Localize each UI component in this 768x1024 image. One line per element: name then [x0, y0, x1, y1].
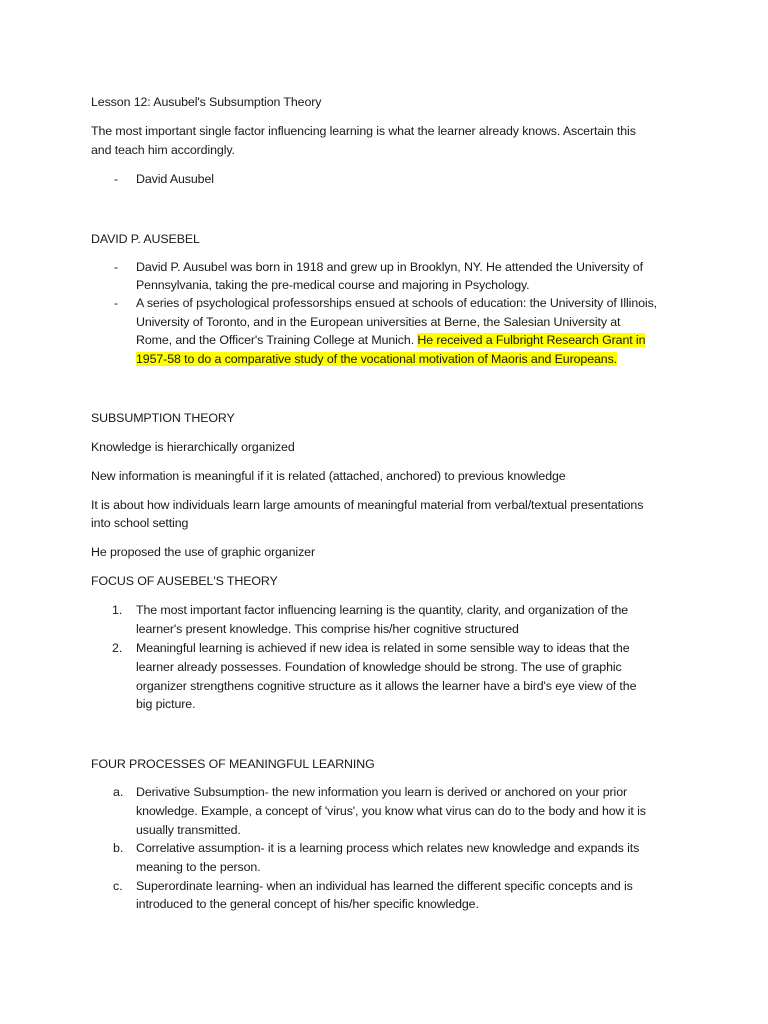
process-item-line: usually transmitted. — [136, 823, 241, 837]
focus-item-line: organizer strengthens cognitive structure as it allows the learner have a bird's eye view of the — [136, 679, 637, 693]
highlighted-text: 1957-58 to do a comparative study of the vocational motivation of Maoris and Europeans. — [136, 352, 618, 366]
list-letter: b. — [113, 841, 124, 855]
bio-item-line: University of Toronto, and in the European universities at Berne, the Salesian University at — [136, 315, 621, 329]
bio-item-line — [136, 350, 617, 369]
paragraph: into school setting — [91, 516, 189, 530]
paragraph: It is about how individuals learn large amounts of meaningful material from verbal/textual presentations — [91, 498, 644, 512]
process-item-line: knowledge. Example, a concept of 'virus', you know what virus can do to the body and how it is — [136, 804, 646, 818]
attribution-dash: - — [114, 172, 119, 186]
focus-item-line: The most important factor influencing learning is the quantity, clarity, and organization of the — [136, 603, 629, 617]
quote-line: and teach him accordingly. — [91, 143, 235, 157]
section-heading-focus: FOCUS OF AUSEBEL'S THEORY — [91, 574, 278, 588]
bullet-dash: - — [114, 260, 119, 274]
process-item-line: introduced to the general concept of his/her specific knowledge. — [136, 897, 479, 911]
bio-item-line: David P. Ausubel was born in 1918 and grew up in Brooklyn, NY. He attended the University of — [136, 260, 643, 274]
paragraph: Knowledge is hierarchically organized — [91, 440, 295, 454]
bio-item-line: Pennsylvania, taking the pre-medical course and majoring in Psychology. — [136, 278, 530, 292]
paragraph: He proposed the use of graphic organizer — [91, 545, 315, 559]
quote-attribution: David Ausubel — [136, 172, 214, 186]
section-heading-bio: DAVID P. AUSEBEL — [91, 232, 200, 246]
paragraph: New information is meaningful if it is related (attached, anchored) to previous knowledge — [91, 469, 566, 483]
lesson-title: Lesson 12: Ausubel's Subsumption Theory — [91, 95, 322, 109]
focus-item-line: Meaningful learning is achieved if new idea is related in some sensible way to ideas that the — [136, 641, 630, 655]
section-heading-processes: FOUR PROCESSES OF MEANINGFUL LEARNING — [91, 757, 375, 771]
list-letter: c. — [113, 879, 123, 893]
process-item-line: Derivative Subsumption- the new information you learn is derived or anchored on your prior — [136, 785, 628, 799]
list-number: 1. — [112, 603, 123, 617]
bio-item-line: A series of psychological professorships ensued at schools of education: the University of Illinois, — [136, 296, 658, 310]
focus-item-line: learner already possesses. Foundation of knowledge should be strong. The use of graphic — [136, 660, 622, 674]
list-letter: a. — [113, 785, 124, 799]
bullet-dash: - — [114, 296, 119, 310]
quote-line: The most important single factor influencing learning is what the learner already knows. Ascertain this — [91, 124, 636, 138]
focus-item-line: big picture. — [136, 697, 196, 711]
process-item-line: Superordinate learning- when an individual has learned the different specific concepts and is — [136, 879, 633, 893]
bio-item-text: Rome, and the Officer's Training College at Munich. — [136, 333, 418, 347]
focus-item-line: learner's present knowledge. This comprise his/her cognitive structured — [136, 622, 519, 636]
list-number: 2. — [112, 641, 123, 655]
process-item-line: meaning to the person. — [136, 860, 261, 874]
process-item-line: Correlative assumption- it is a learning process which relates new knowledge and expands its — [136, 841, 640, 855]
bio-item-line — [136, 331, 645, 350]
section-heading-subsumption: SUBSUMPTION THEORY — [91, 411, 235, 425]
highlighted-text: He received a Fulbright Research Grant in — [417, 333, 646, 347]
